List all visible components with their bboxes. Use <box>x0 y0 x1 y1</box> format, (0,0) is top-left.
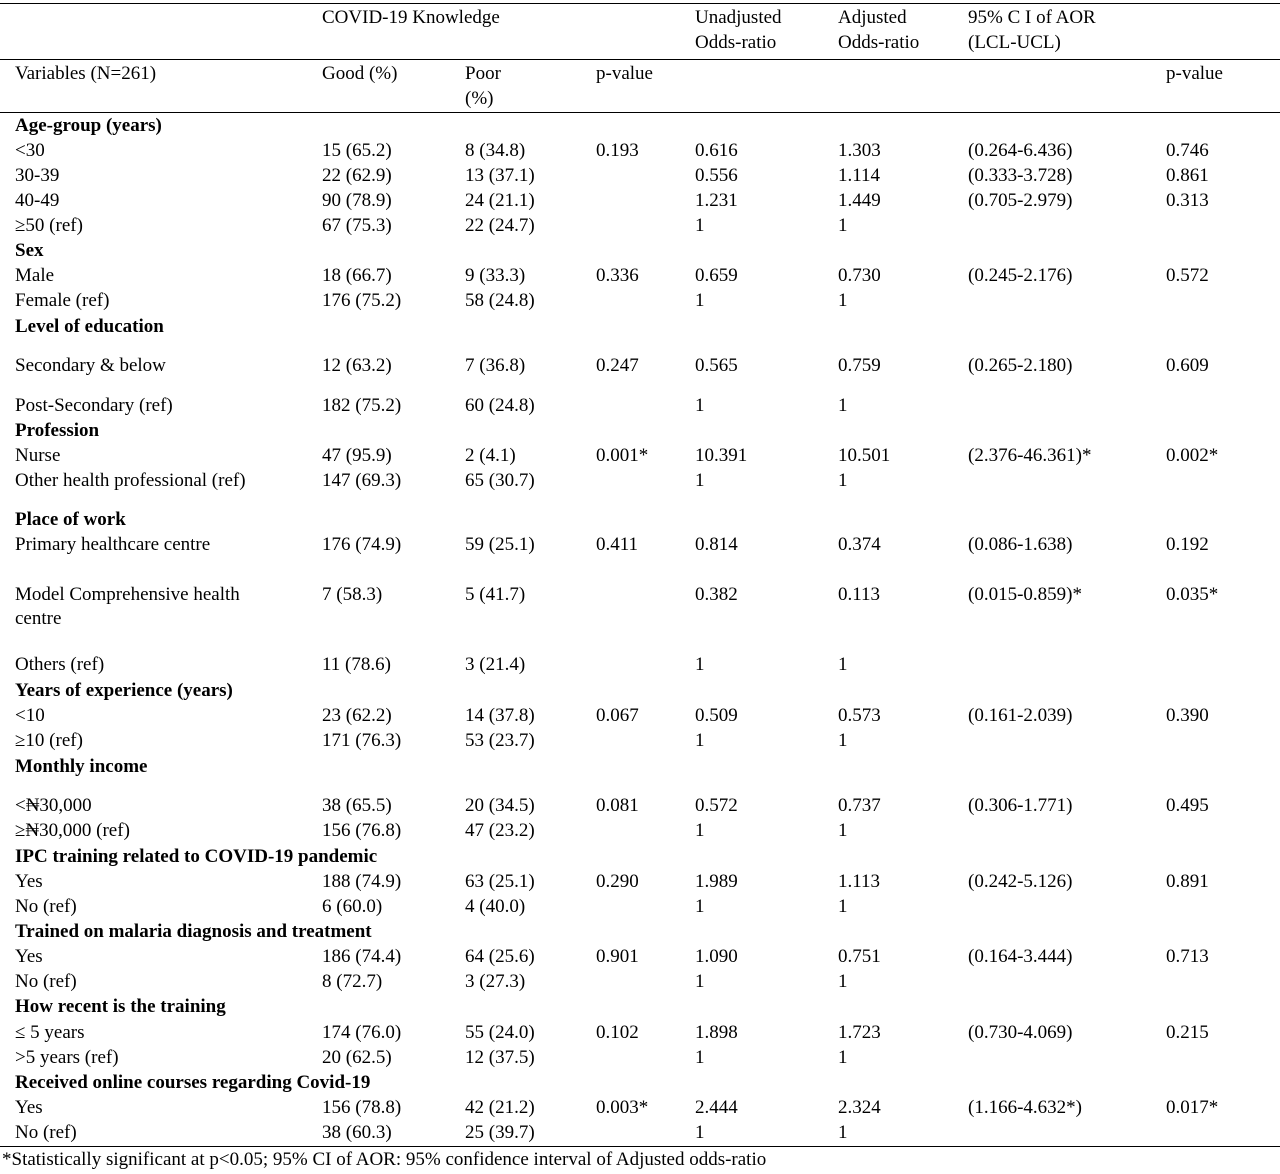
cell-poor: 3 (21.4) <box>465 654 526 675</box>
cell-unadjusted-or: 1.989 <box>695 871 738 892</box>
cell-aor-pvalue: 0.495 <box>1166 795 1209 816</box>
cell-good: 38 (60.3) <box>322 1122 392 1143</box>
cell-good: 18 (66.7) <box>322 265 392 286</box>
cell-good: 23 (62.2) <box>322 705 392 726</box>
header-unadjusted-line2: Odds-ratio <box>695 32 777 53</box>
cell-poor: 22 (24.7) <box>465 215 535 236</box>
bottom-rule <box>0 1146 1280 1147</box>
cell-good: 174 (76.0) <box>322 1022 402 1043</box>
cell-ci: (2.376-46.361)* <box>968 445 1092 466</box>
cell-variable: No (ref) <box>15 971 77 992</box>
cell-adjusted-or: 1 <box>838 470 848 491</box>
cell-adjusted-or: 1.114 <box>838 165 881 186</box>
cell-adjusted-or: 1 <box>838 654 848 675</box>
cell-good: 67 (75.3) <box>322 215 392 236</box>
cell-good: 156 (78.8) <box>322 1097 402 1118</box>
section-title: IPC training related to COVID-19 pandemic <box>15 846 378 867</box>
cell-unadjusted-or: 1 <box>695 290 705 311</box>
cell-variable: Primary healthcare centre <box>15 534 211 555</box>
cell-unadjusted-or: 1.231 <box>695 190 738 211</box>
cell-variable: Female (ref) <box>15 290 110 311</box>
cell-poor: 3 (27.3) <box>465 971 526 992</box>
cell-aor-pvalue: 0.713 <box>1166 946 1209 967</box>
cell-good: 11 (78.6) <box>322 654 391 675</box>
cell-variable: >5 years (ref) <box>15 1047 119 1068</box>
cell-unadjusted-or: 1 <box>695 1047 705 1068</box>
cell-good: 186 (74.4) <box>322 946 402 967</box>
cell-adjusted-or: 1.449 <box>838 190 881 211</box>
cell-poor: 55 (24.0) <box>465 1022 535 1043</box>
cell-aor-pvalue: 0.572 <box>1166 265 1209 286</box>
cell-adjusted-or: 1 <box>838 1122 848 1143</box>
cell-variable: Other health professional (ref) <box>15 470 246 491</box>
cell-unadjusted-or: 0.565 <box>695 355 738 376</box>
cell-good: 12 (63.2) <box>322 355 392 376</box>
cell-good: 38 (65.5) <box>322 795 392 816</box>
cell-pvalue: 0.247 <box>596 355 639 376</box>
header-pvalue-1: p-value <box>596 63 653 84</box>
cell-pvalue: 0.193 <box>596 140 639 161</box>
cell-aor-pvalue: 0.861 <box>1166 165 1209 186</box>
cell-good: 6 (60.0) <box>322 896 383 917</box>
cell-pvalue: 0.901 <box>596 946 639 967</box>
cell-poor: 58 (24.8) <box>465 290 535 311</box>
cell-aor-pvalue: 0.192 <box>1166 534 1209 555</box>
cell-poor: 9 (33.3) <box>465 265 526 286</box>
cell-adjusted-or: 1 <box>838 1047 848 1068</box>
cell-poor: 12 (37.5) <box>465 1047 535 1068</box>
cell-variable: Yes <box>15 1097 43 1118</box>
table-footnote: *Statistically significant at p<0.05; 95% CI of AOR: 95% confidence interval of Adjusted odds-ratio <box>2 1149 767 1170</box>
cell-variable: ≥10 (ref) <box>15 730 83 751</box>
cell-pvalue: 0.067 <box>596 705 639 726</box>
header-good: Good (%) <box>322 63 398 84</box>
cell-adjusted-or: 0.573 <box>838 705 881 726</box>
top-rule <box>0 3 1280 4</box>
cell-aor-pvalue: 0.215 <box>1166 1022 1209 1043</box>
cell-adjusted-or: 1 <box>838 971 848 992</box>
cell-ci: (0.164-3.444) <box>968 946 1073 967</box>
cell-unadjusted-or: 1.898 <box>695 1022 738 1043</box>
cell-adjusted-or: 1 <box>838 896 848 917</box>
cell-adjusted-or: 0.113 <box>838 584 881 605</box>
cell-ci: (1.166-4.632*) <box>968 1097 1082 1118</box>
cell-ci: (0.015-0.859)* <box>968 584 1082 605</box>
cell-good: 8 (72.7) <box>322 971 383 992</box>
section-title: Age-group (years) <box>15 115 162 136</box>
cell-adjusted-or: 0.374 <box>838 534 881 555</box>
cell-unadjusted-or: 1 <box>695 730 705 751</box>
cell-unadjusted-or: 1 <box>695 395 705 416</box>
cell-adjusted-or: 0.737 <box>838 795 881 816</box>
cell-pvalue: 0.290 <box>596 871 639 892</box>
cell-aor-pvalue: 0.891 <box>1166 871 1209 892</box>
cell-poor: 5 (41.7) <box>465 584 526 605</box>
cell-ci: (0.086-1.638) <box>968 534 1073 555</box>
cell-pvalue: 0.003* <box>596 1097 649 1118</box>
section-title: Sex <box>15 240 44 261</box>
cell-variable: No (ref) <box>15 1122 77 1143</box>
cell-good: 188 (74.9) <box>322 871 402 892</box>
cell-variable: <₦30,000 <box>15 795 92 816</box>
header-adjusted-line2: Odds-ratio <box>838 32 920 53</box>
cell-unadjusted-or: 2.444 <box>695 1097 738 1118</box>
header-poor-line2: (%) <box>465 88 494 109</box>
header-divider <box>0 59 1280 60</box>
cell-ci: (0.730-4.069) <box>968 1022 1073 1043</box>
cell-good: 176 (75.2) <box>322 290 402 311</box>
cell-unadjusted-or: 10.391 <box>695 445 748 466</box>
cell-adjusted-or: 1 <box>838 730 848 751</box>
cell-unadjusted-or: 1 <box>695 1122 705 1143</box>
cell-aor-pvalue: 0.390 <box>1166 705 1209 726</box>
cell-variable: ≤ 5 years <box>15 1022 85 1043</box>
cell-poor: 7 (36.8) <box>465 355 526 376</box>
cell-poor: 14 (37.8) <box>465 705 535 726</box>
cell-ci: (0.242-5.126) <box>968 871 1073 892</box>
cell-ci: (0.264-6.436) <box>968 140 1073 161</box>
cell-variable: 40-49 <box>15 190 60 211</box>
cell-variable: ≥50 (ref) <box>15 215 83 236</box>
section-title: Trained on malaria diagnosis and treatment <box>15 921 372 942</box>
cell-adjusted-or: 2.324 <box>838 1097 881 1118</box>
cell-variable: Yes <box>15 871 43 892</box>
cell-ci: (0.245-2.176) <box>968 265 1073 286</box>
cell-adjusted-or: 1 <box>838 820 848 841</box>
cell-good: 147 (69.3) <box>322 470 402 491</box>
cell-adjusted-or: 1.303 <box>838 140 881 161</box>
cell-aor-pvalue: 0.035* <box>1166 584 1219 605</box>
section-title: How recent is the training <box>15 996 226 1017</box>
cell-adjusted-or: 1 <box>838 395 848 416</box>
cell-ci: (0.265-2.180) <box>968 355 1073 376</box>
section-title: Years of experience (years) <box>15 680 233 701</box>
cell-poor: 4 (40.0) <box>465 896 526 917</box>
cell-variable: <30 <box>15 140 45 161</box>
header-covid-knowledge: COVID-19 Knowledge <box>322 7 500 28</box>
cell-poor: 59 (25.1) <box>465 534 535 555</box>
section-title: Profession <box>15 420 100 441</box>
header-poor-line1: Poor <box>465 63 501 84</box>
header-ci-line1: 95% C I of AOR <box>968 7 1096 28</box>
cell-pvalue: 0.336 <box>596 265 639 286</box>
cell-adjusted-or: 1 <box>838 215 848 236</box>
cell-unadjusted-or: 0.509 <box>695 705 738 726</box>
header-ci-line2: (LCL-UCL) <box>968 32 1061 53</box>
cell-adjusted-or: 1 <box>838 290 848 311</box>
cell-adjusted-or: 1.113 <box>838 871 881 892</box>
cell-variable: Others (ref) <box>15 654 105 675</box>
cell-poor: 42 (21.2) <box>465 1097 535 1118</box>
cell-aor-pvalue: 0.746 <box>1166 140 1209 161</box>
cell-adjusted-or: 0.759 <box>838 355 881 376</box>
cell-adjusted-or: 10.501 <box>838 445 891 466</box>
cell-unadjusted-or: 1 <box>695 896 705 917</box>
section-title: Monthly income <box>15 756 148 777</box>
cell-adjusted-or: 1.723 <box>838 1022 881 1043</box>
cell-unadjusted-or: 0.556 <box>695 165 738 186</box>
cell-aor-pvalue: 0.002* <box>1166 445 1219 466</box>
cell-good: 182 (75.2) <box>322 395 402 416</box>
cell-poor: 53 (23.7) <box>465 730 535 751</box>
cell-unadjusted-or: 1 <box>695 820 705 841</box>
cell-variable: No (ref) <box>15 896 77 917</box>
header-unadjusted-line1: Unadjusted <box>695 7 782 28</box>
cell-ci: (0.161-2.039) <box>968 705 1073 726</box>
cell-poor: 60 (24.8) <box>465 395 535 416</box>
cell-unadjusted-or: 0.616 <box>695 140 738 161</box>
cell-poor: 13 (37.1) <box>465 165 535 186</box>
cell-aor-pvalue: 0.609 <box>1166 355 1209 376</box>
cell-poor: 65 (30.7) <box>465 470 535 491</box>
cell-poor: 64 (25.6) <box>465 946 535 967</box>
cell-unadjusted-or: 0.382 <box>695 584 738 605</box>
cell-ci: (0.333-3.728) <box>968 165 1073 186</box>
cell-aor-pvalue: 0.017* <box>1166 1097 1219 1118</box>
cell-good: 90 (78.9) <box>322 190 392 211</box>
cell-variable: Male <box>15 265 55 286</box>
cell-good: 156 (76.8) <box>322 820 402 841</box>
cell-variable: <10 <box>15 705 45 726</box>
cell-adjusted-or: 0.730 <box>838 265 881 286</box>
cell-aor-pvalue: 0.313 <box>1166 190 1209 211</box>
cell-variable: 30-39 <box>15 165 60 186</box>
cell-ci: (0.705-2.979) <box>968 190 1073 211</box>
cell-pvalue: 0.081 <box>596 795 639 816</box>
cell-variable: Secondary & below <box>15 355 166 376</box>
header-pvalue-2: p-value <box>1166 63 1223 84</box>
cell-poor: 24 (21.1) <box>465 190 535 211</box>
cell-variable: Post-Secondary (ref) <box>15 395 173 416</box>
cell-unadjusted-or: 1 <box>695 654 705 675</box>
cell-unadjusted-or: 1.090 <box>695 946 738 967</box>
cell-poor: 25 (39.7) <box>465 1122 535 1143</box>
cell-good: 15 (65.2) <box>322 140 392 161</box>
cell-poor: 2 (4.1) <box>465 445 516 466</box>
header-bottom-rule <box>0 112 1280 113</box>
cell-unadjusted-or: 1 <box>695 470 705 491</box>
cell-unadjusted-or: 0.572 <box>695 795 738 816</box>
cell-good: 171 (76.3) <box>322 730 402 751</box>
header-adjusted-line1: Adjusted <box>838 7 907 28</box>
cell-poor: 8 (34.8) <box>465 140 526 161</box>
cell-good: 7 (58.3) <box>322 584 383 605</box>
section-title: Place of work <box>15 509 126 530</box>
cell-unadjusted-or: 1 <box>695 215 705 236</box>
cell-unadjusted-or: 0.659 <box>695 265 738 286</box>
cell-variable: Yes <box>15 946 43 967</box>
cell-variable: Model Comprehensive health centre <box>15 584 240 629</box>
cell-variable: Nurse <box>15 445 61 466</box>
cell-poor: 63 (25.1) <box>465 871 535 892</box>
section-title: Received online courses regarding Covid-19 <box>15 1072 371 1093</box>
cell-unadjusted-or: 0.814 <box>695 534 738 555</box>
cell-ci: (0.306-1.771) <box>968 795 1073 816</box>
cell-good: 176 (74.9) <box>322 534 402 555</box>
cell-good: 20 (62.5) <box>322 1047 392 1068</box>
cell-good: 22 (62.9) <box>322 165 392 186</box>
section-title: Level of education <box>15 316 164 337</box>
cell-pvalue: 0.102 <box>596 1022 639 1043</box>
cell-variable: ≥₦30,000 (ref) <box>15 820 130 841</box>
cell-poor: 47 (23.2) <box>465 820 535 841</box>
cell-unadjusted-or: 1 <box>695 971 705 992</box>
cell-pvalue: 0.411 <box>596 534 639 555</box>
header-variables: Variables (N=261) <box>15 63 157 84</box>
cell-pvalue: 0.001* <box>596 445 649 466</box>
cell-poor: 20 (34.5) <box>465 795 535 816</box>
cell-good: 47 (95.9) <box>322 445 392 466</box>
cell-adjusted-or: 0.751 <box>838 946 881 967</box>
